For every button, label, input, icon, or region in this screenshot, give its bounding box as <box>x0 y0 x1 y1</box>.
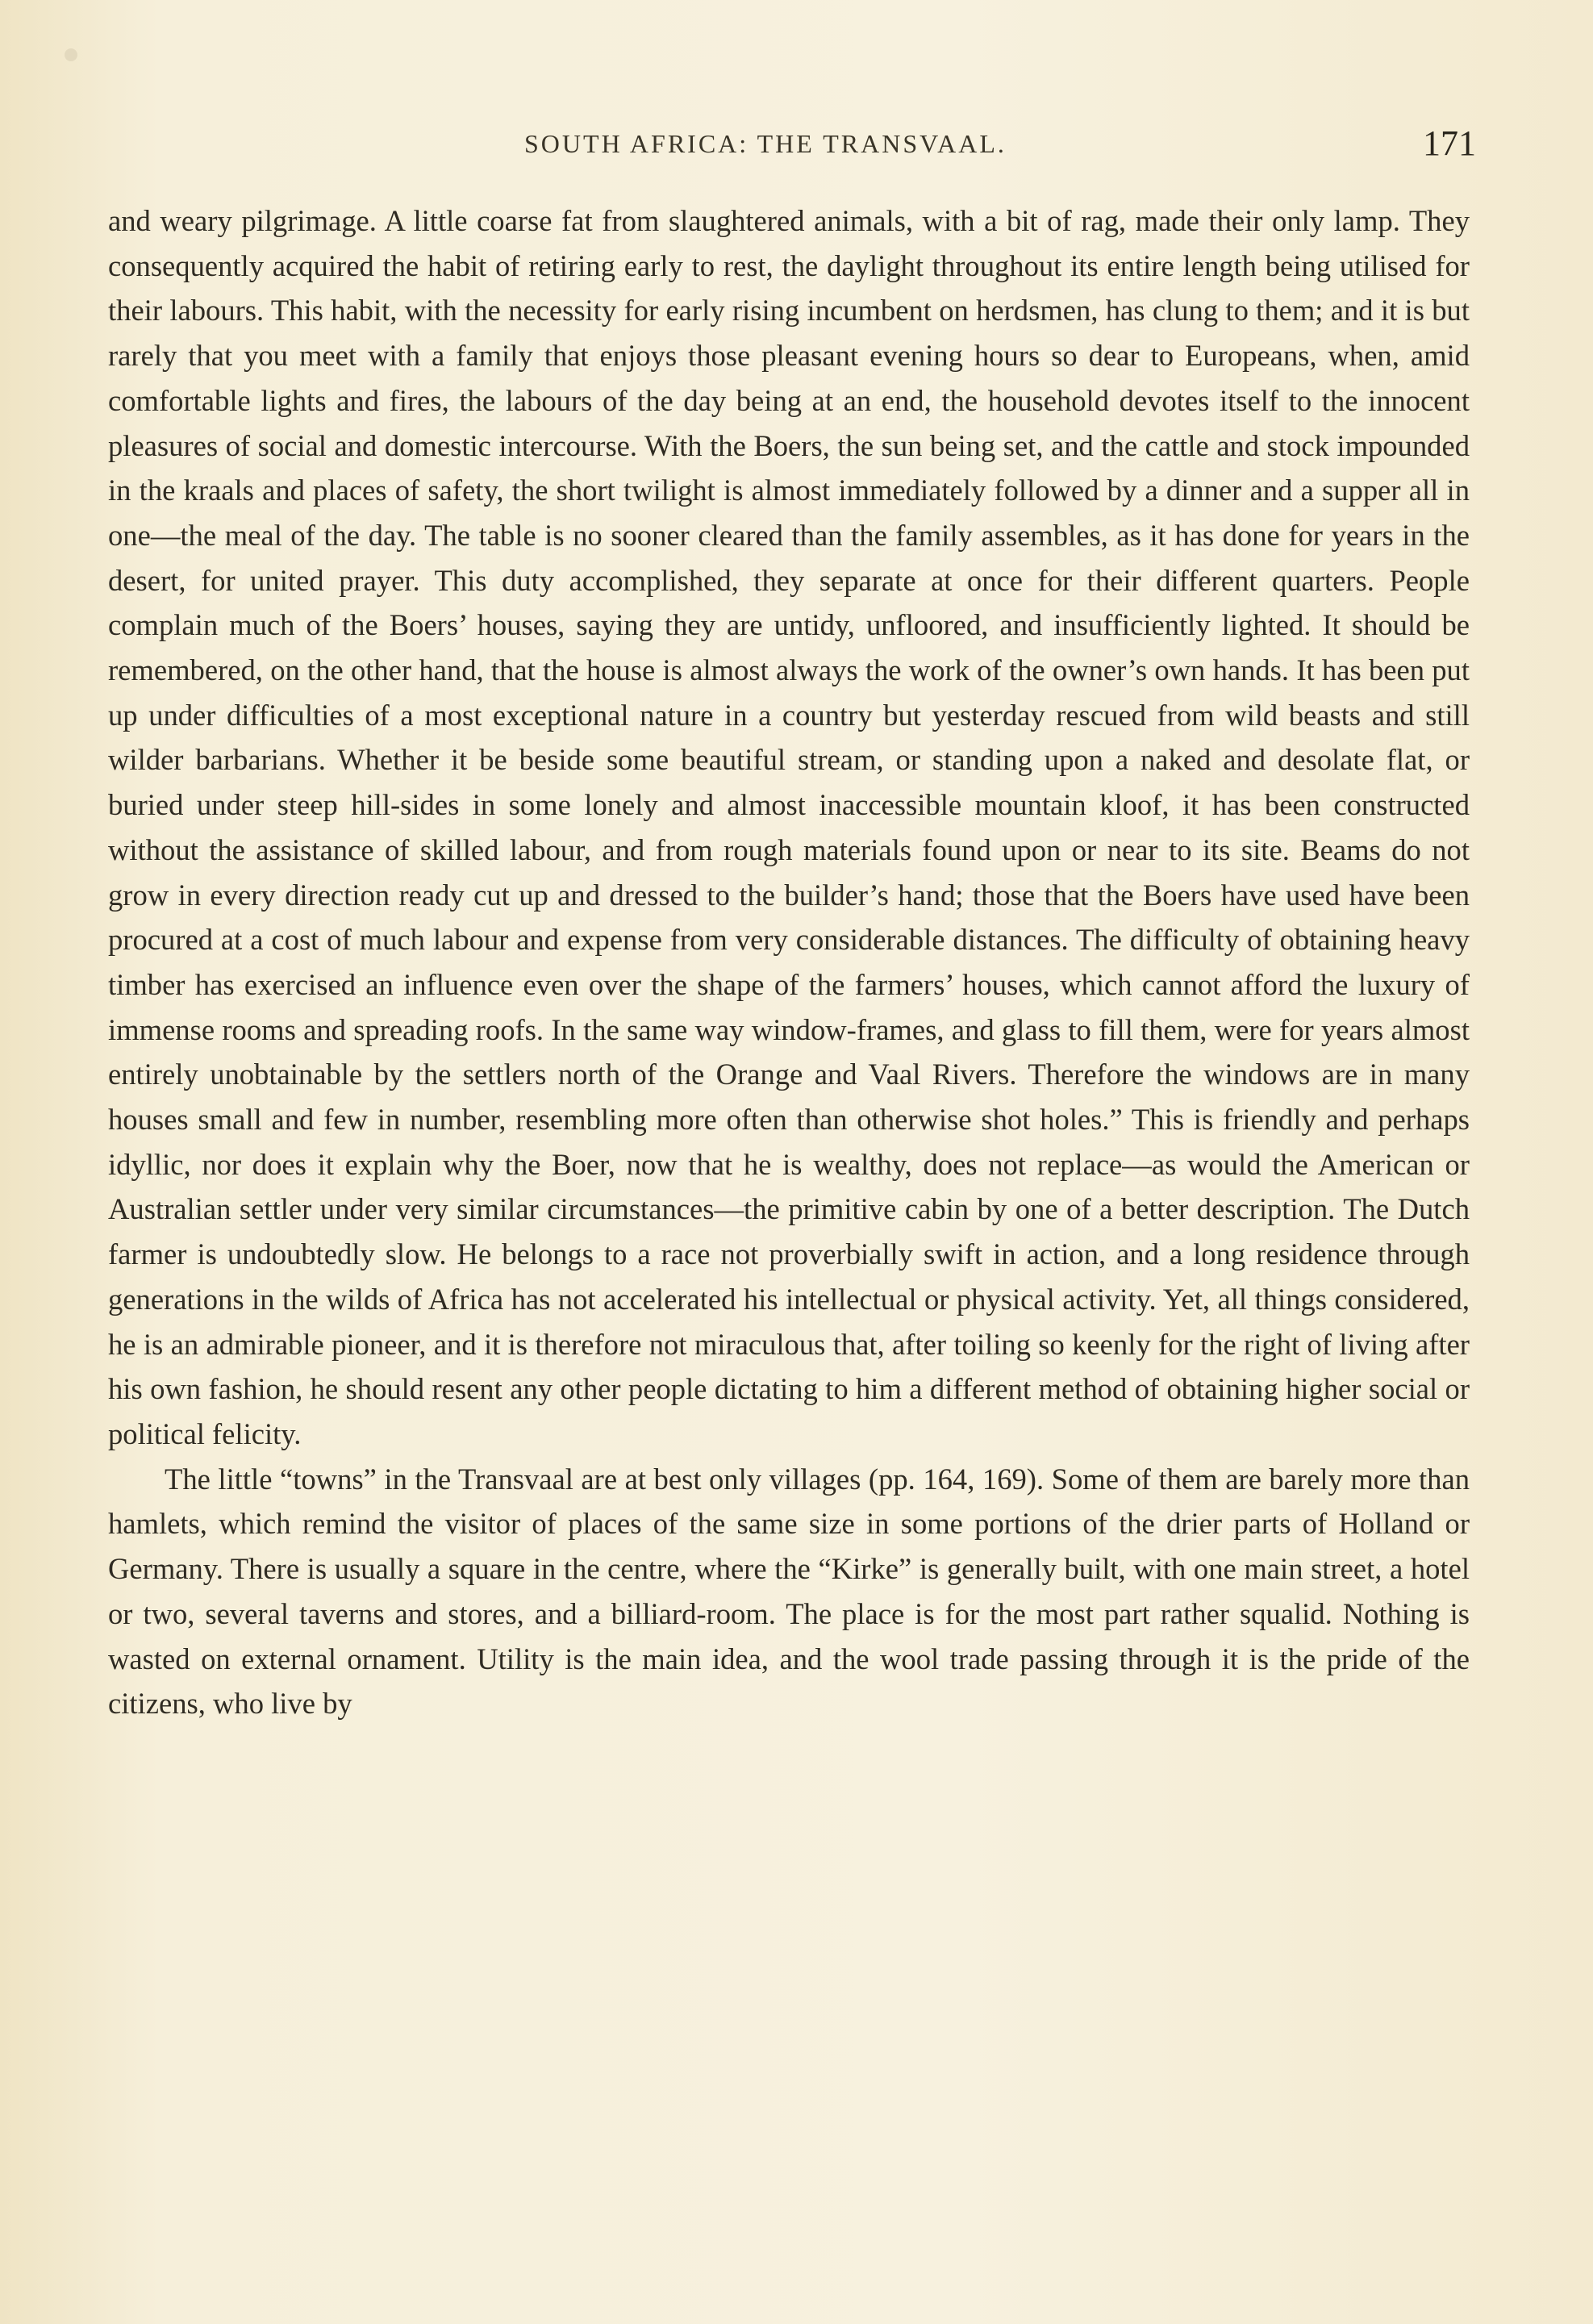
paragraph-1: and weary pilgrimage. A little coarse fat from slaughtered animals, with a bit of rag, made their only lamp. They consequently acquired the habit of retiring early to rest, the daylight throughout its entire length being utilised for their labours. This habit, with the necessity for early rising incumbent on herdsmen, has clung to them; and it is but rarely that you meet with a family that enjoys those pleasant evening hours so dear to Europeans, when, amid comfortable lights and fires, the labours of the day being at an end, the household devotes itself to the innocent pleasures of social and domestic intercourse. With the Boers, the sun being set, and the cattle and stock impounded in the kraals and places of safety, the short twilight is almost immediately followed by a dinner and a supper all in one—the meal of the day. The table is no sooner cleared than the family assembles, as it has done for years in the desert, for united prayer. This duty accomplished, they separate at once for their different quarters. People complain much of the Boers’ houses, saying they are untidy, unfloored, and insufficiently lighted. It should be remembered, on the other hand, that the house is almost always the work of the owner’s own hands. It has been put up under difficulties of a most exceptional nature in a country but yesterday rescued from wild beasts and still wilder barbarians. Whether it be beside some beautiful stream, or standing upon a naked and desolate flat, or buried under steep hill-sides in some lonely and almost inaccessible mountain kloof, it has been constructed without the assistance of skilled labour, and from rough materials found upon or near to its site. Beams do not grow in every direction ready cut up and dressed to the builder’s hand; those that the Boers have used have been procured at a cost of much labour and expense from very considerable distances. The difficulty of obtaining heavy timber has exercised an influence even over the shape of the farmers’ houses, which cannot afford the luxury of immense rooms and spreading roofs. In the same way window-frames, and glass to fill them, were for years almost entirely unobtainable by the settlers north of the Orange and Vaal Rivers. Therefore the windows are in many houses small and few in number, resembling more often than otherwise shot holes.” This is friendly and perhaps idyllic, nor does it explain why the Boer, now that he is wealthy, does not replace—as would the American or Australian settler under very similar circumstances—the primitive cabin by one of a better description. The Dutch farmer is undoubtedly slow. He belongs to a race not proverbially swift in action, and a long residence through generations in the wilds of Africa has not accelerated his intellectual or physical activity. Yet, all things considered, he is an admirable pioneer, and it is therefore not miraculous that, after toiling so keenly for the right of living after his own fashion, he should resent any other people dictating to him a different method of obtaining higher social or political felicity. <box>108 204 1470 1450</box>
page-number: 171 <box>1423 123 1476 163</box>
body-text <box>108 198 1470 1726</box>
paper-spot <box>65 48 77 61</box>
running-head <box>105 123 1476 171</box>
paragraph-2: The little “towns” in the Transvaal are at best only villages (pp. 164, 169). Some of them are barely more than hamlets, which remind the visitor of places of the same size in some portions of the drier parts of Holland or Germany. There is usually a square in the centre, where the “Kirke” is generally built, with one main street, a hotel or two, several taverns and stores, and a billiard-room. The place is for the most part rather squalid. Nothing is wasted on external ornament. Utility is the main idea, and the wool trade passing through it is the pride of the citizens, who live by <box>108 1462 1470 1721</box>
running-title: SOUTH AFRICA: THE TRANSVAAL. <box>524 129 1007 158</box>
